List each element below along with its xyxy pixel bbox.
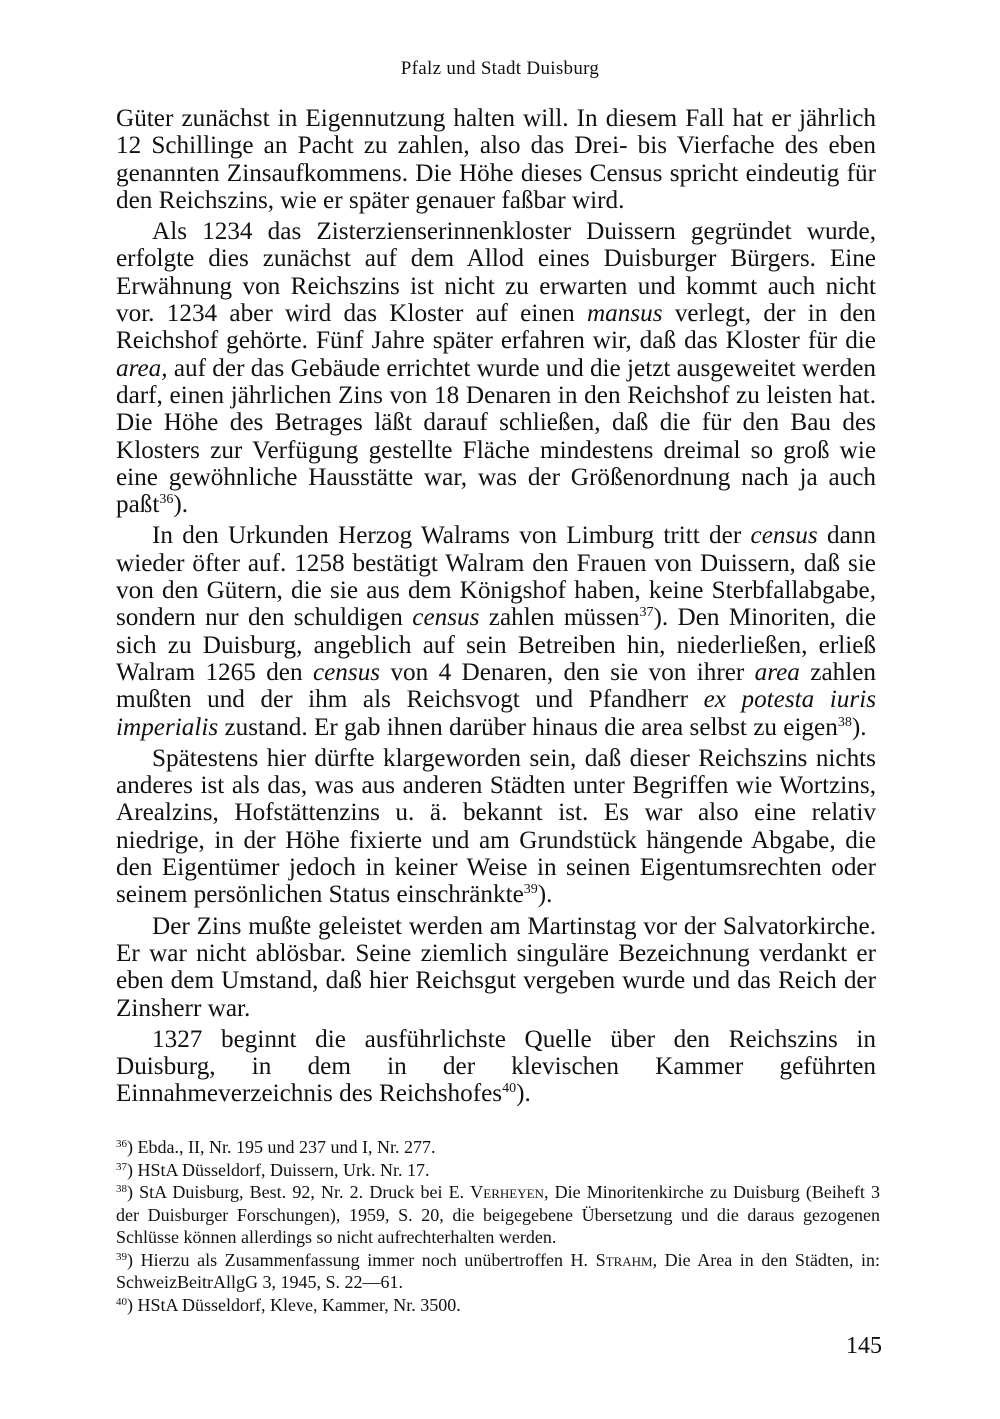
text-run: zahlen mußten und der ihm als Reichsvogt und Pfandherr: [116, 658, 876, 714]
paragraph: [116, 913, 876, 1022]
page-number: 145: [846, 1333, 882, 1359]
text-run: In den Urkunden Herzog Walrams von Limburg tritt der: [152, 522, 751, 550]
footnote-39: [116, 1249, 880, 1294]
text-run: ).: [173, 491, 189, 519]
paragraph: [116, 218, 876, 518]
text-run: auf der das Gebäude errichtet wurde und die jetzt ausgeweitet werden darf, einen jährlichen Zins von 18 Denaren in den Reichshof zu leisten hat. Die Höhe des Betrages läßt darauf schließen, daß die für den Bau des Klosters zur Verfügung gestellte Fläche mindestens dreimal so groß wie eine gewöhnliche Hausstätte war, was der Größenordnung nach ja auch paßt: [116, 354, 876, 519]
footnote-text: ) HStA Düsseldorf, Duissern, Urk. Nr. 17.: [127, 1159, 430, 1180]
footnote-ref: 38: [837, 714, 852, 730]
text-run: ).: [537, 881, 553, 909]
main-text: [116, 105, 876, 1108]
text-run: 1327 beginnt die ausführlichste Quelle über den Reichszins in Duisburg, in dem in der klevischen Kammer geführten Einnahmeverzeichnis des Reichshofes: [116, 1025, 876, 1108]
footnote-38: [116, 1181, 880, 1249]
author-name: Strahm: [595, 1249, 653, 1270]
footnote-ref: 40: [502, 1081, 517, 1097]
text-run: verlegt, der in den Reichshof gehörte. Fünf Jahre später erfahren wir, daß das Kloster für die: [116, 300, 876, 355]
footnote-37: [116, 1159, 880, 1182]
italic-term: area: [754, 658, 800, 686]
paragraph: [116, 105, 876, 214]
footnote-ref: 36: [159, 492, 174, 508]
text-run: Als 1234 das Zisterzienserinnenkloster Duissern gegründet wurde, erfolgte dies zunächst auf dem Allod eines Duisburger Bürgers. Eine Erwähnung von Reichszins ist nicht zu erwarten und kommt auch nicht vor. 1234 aber wird das Kloster auf einen: [116, 218, 876, 328]
paragraph: [116, 522, 876, 740]
footnotes: [116, 1136, 880, 1316]
footnote-number: 38: [116, 1183, 127, 1195]
text-run: ).: [851, 713, 867, 741]
italic-term: mansus: [586, 300, 663, 328]
footnote-40: [116, 1294, 880, 1317]
italic-term: census: [412, 604, 480, 632]
author-name: Verheyen: [470, 1182, 544, 1202]
running-header: Pfalz und Stadt Duisburg: [400, 58, 600, 79]
text-run: ). Den Minoriten, die sich zu Duisburg, angeblich auf sein Betreiben hin, niederließen, erließ Walram 1265 den: [116, 604, 876, 686]
paragraph: [116, 1026, 876, 1108]
footnote-ref: 37: [639, 605, 654, 621]
footnote-text: ) StA Duisburg, Best. 92, Nr. 2. Druck bei E.: [127, 1182, 471, 1202]
footnote-text: , Die Area in den Städten, in: SchweizBeitrAllgG 3, 1945, S. 22—61.: [116, 1249, 881, 1292]
text-run: ).: [516, 1080, 531, 1108]
footnote-number: 39: [116, 1250, 127, 1263]
footnote-text: ) Hierzu als Zusammenfassung immer noch unübertroffen H.: [127, 1249, 596, 1270]
footnote-ref: 39: [523, 882, 538, 898]
text-run: zahlen müssen: [479, 604, 640, 632]
footnote-36: [116, 1136, 880, 1159]
footnote-number: 36: [116, 1138, 127, 1150]
paragraph: [116, 745, 876, 909]
italic-term: ex potesta iuris imperialis: [116, 686, 876, 741]
footnote-number: 37: [116, 1160, 127, 1173]
footnote-number: 40: [116, 1295, 127, 1308]
text-run: Der Zins mußte geleistet werden am Martinstag vor der Salvatorkirche. Er war nicht ablösbar. Seine ziemlich singuläre Bezeichnung verdankt er eben dem Umstand, daß hier Reichsgut vergeben wurde und das Reich der Zinsherr war.: [116, 912, 876, 1022]
text-run: Güter zunächst in Eigennutzung halten will. In diesem Fall hat er jährlich 12 Schillinge an Pacht zu zahlen, also das Drei- bis Vierfache des eben genannten Zinsaufkommens. Die Höhe dieses Census spricht eindeutig für den Reichszins, wie er später genauer faßbar wird.: [116, 105, 876, 214]
text-run: von 4 Denaren, den sie von ihrer: [380, 658, 755, 686]
italic-term: census: [750, 522, 818, 550]
footnote-text: , Die Minoritenkirche zu Duisburg (Beiheft 3 der Duisburger Forschungen), 1959, S. 20, die beigegebene Übersetzung und die daraus gezogenen Schlüsse können allerdings so nicht aufrechterhalten werden.: [116, 1182, 880, 1247]
italic-term: census: [312, 658, 381, 686]
text-run: zustand. Er gab ihnen darüber hinaus die area selbst zu eigen: [218, 713, 838, 741]
italic-term: area,: [116, 354, 168, 382]
text-run: dann wieder öfter auf. 1258 bestätigt Walram den Frauen von Duissern, daß sie von den Gütern, die sie aus dem Königshof haben, keine Sterbfallabgabe, sondern nur den schuldigen: [116, 522, 876, 632]
text-run: Spätestens hier dürfte klargeworden sein, daß dieser Reichszins nichts anderes ist als das, was aus anderen Städten unter Begriffen wie Wortzins, Arealzins, Hofstättenzins u. ä. bekannt ist. Es war also eine relativ niedrige, in der Höhe fixierte und am Grundstück hängende Abgabe, die den Eigentümer jedoch in keiner Weise in seinen Eigentumsrechten oder seinem persönlichen Status einschränkte: [116, 744, 876, 909]
footnote-text: ) HStA Düsseldorf, Kleve, Kammer, Nr. 3500.: [127, 1294, 461, 1315]
footnote-text: ) Ebda., II, Nr. 195 und 237 und I, Nr. 277.: [127, 1137, 436, 1157]
